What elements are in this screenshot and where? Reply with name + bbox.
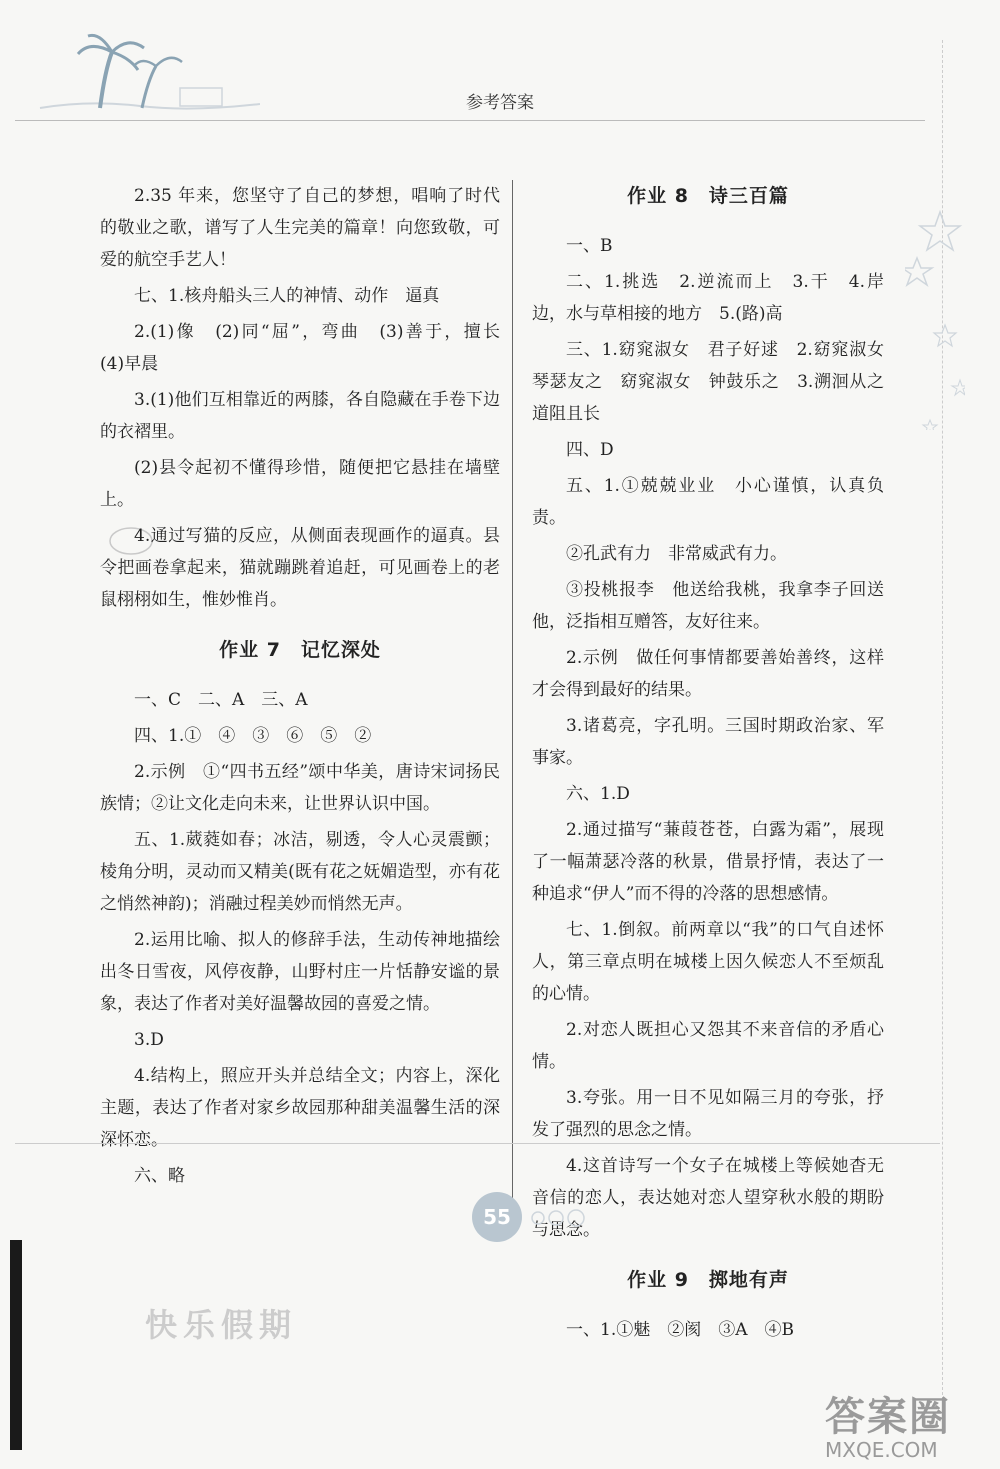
answer-paragraph: ②孔武有力 非常威武有力。 xyxy=(566,544,787,564)
answer-paragraph: 3.(1)他们互相靠近的两膝，各自隐藏在手卷下边的衣褶里。 xyxy=(100,390,500,442)
answer-paragraph: 七、1.核舟船头三人的神情、动作 逼真 xyxy=(134,286,440,306)
answer-paragraph: 三、1.窈窕淑女 君子好逑 2.窈窕淑女 琴瑟友之 窈窕淑女 钟鼓乐之 3.溯洄从之 道阻且长 xyxy=(532,340,901,424)
answer-paragraph: ③投桃报李 他送给我桃，我拿李子回送他，泛指相互赠答，友好往来。 xyxy=(532,580,884,632)
left-answer-column xyxy=(100,180,517,1196)
answer-paragraph: 四、D xyxy=(566,440,614,460)
answer-paragraph: 四、1.① ④ ③ ⑥ ⑤ ② xyxy=(134,726,372,746)
answer-paragraph: 五、1.葳蕤如春；冰洁，剔透，令人心灵震颤；棱角分明，灵动而又精美(既有花之妩媚造型，亦有花之悄然神韵)；消融过程美妙而悄然无声。 xyxy=(100,830,500,914)
answer-paragraph: 2.运用比喻、拟人的修辞手法，生动传神地描绘出冬日雪夜，风停夜静，山野村庄一片恬静安谧的景象，表达了作者对美好温馨故园的喜爱之情。 xyxy=(100,930,500,1014)
answer-paragraph: 3.D xyxy=(134,1030,164,1050)
column-divider xyxy=(512,180,513,1220)
right-answer-column xyxy=(532,180,901,1350)
watermark xyxy=(825,1385,951,1462)
page-number-badge: 55 xyxy=(472,1192,522,1242)
watermark-url: MXQE.COM xyxy=(825,1438,938,1462)
section-heading: 作业 9 掷地有声 xyxy=(627,1269,789,1291)
answer-paragraph: 3.诸葛亮，字孔明。三国时期政治家、军事家。 xyxy=(532,716,884,768)
section-heading: 作业 7 记忆深处 xyxy=(219,639,381,661)
answer-paragraph: 二、1.挑选 2.逆流而上 3.干 4.岸边，水与草相接的地方 5.(路)高 xyxy=(532,272,884,324)
answer-paragraph: 2.对恋人既担心又怨其不来音信的矛盾心情。 xyxy=(532,1020,884,1072)
answer-paragraph: 一、C 二、A 三、A xyxy=(134,690,308,710)
header-title: 参考答案 xyxy=(466,93,534,113)
bottom-rule xyxy=(15,1143,940,1144)
answer-paragraph: 五、1.①兢兢业业 小心谨慎，认真负责。 xyxy=(532,476,884,528)
answer-paragraph: (2)县令起初不懂得珍惜，随便把它悬挂在墙壁上。 xyxy=(100,458,500,510)
watermark-text: 答案圈 xyxy=(825,1394,951,1440)
footer-brand: 快乐假期 xyxy=(145,1306,298,1344)
star-decoration xyxy=(905,200,965,434)
answer-paragraph: 2.示例 做任何事情都要善始善终，这样才会得到最好的结果。 xyxy=(532,648,884,700)
answer-paragraph: 4.这首诗写一个女子在城楼上等候她杳无音信的恋人，表达她对恋人望穿秋水般的期盼与思念。 xyxy=(532,1156,884,1240)
scan-edge-shadow xyxy=(10,1240,22,1450)
answer-paragraph: 2.通过描写“蒹葭苍苍，白露为霜”，展现了一幅萧瑟冷落的秋景，借景抒情，表达了一种追求“伊人”而不得的冷落的思想感情。 xyxy=(532,820,884,904)
section-heading: 作业 8 诗三百篇 xyxy=(627,185,789,207)
answer-paragraph: 2.35 年来，您坚守了自己的梦想，唱响了时代的敬业之歌，谱写了人生完美的篇章！向您致敬，可爱的航空手艺人！ xyxy=(100,186,500,270)
page-number-dots xyxy=(530,1208,590,1232)
answer-paragraph: 六、略 xyxy=(134,1166,185,1186)
answer-paragraph: 3.夸张。用一日不见如隔三月的夸张，抒发了强烈的思念之情。 xyxy=(532,1088,884,1140)
answer-paragraph: 2.示例 ①“四书五经”颂中华美，唐诗宋词扬民族情；②让文化走向未来，让世界认识中国。 xyxy=(100,762,500,814)
answer-paragraph: 六、1.D xyxy=(566,784,630,804)
answer-paragraph: 七、1.倒叙。前两章以“我”的口气自述怀人，第三章点明在城楼上因久候恋人不至烦乱的心情。 xyxy=(532,920,884,1004)
answer-paragraph: 4.通过写猫的反应，从侧面表现画作的逼真。县令把画卷拿起来，猫就蹦跳着追赶，可见画卷上的老鼠栩栩如生，惟妙惟肖。 xyxy=(100,526,500,610)
answer-paragraph: 一、B xyxy=(566,236,613,256)
answer-paragraph: 4.结构上，照应开头并总结全文；内容上，深化主题，表达了作者对家乡故园那种甜美温馨生活的深深怀恋。 xyxy=(100,1066,500,1150)
answer-paragraph: 一、1.①魅 ②阂 ③A ④B xyxy=(566,1320,794,1340)
answer-paragraph: 2.(1)像 (2)同“屈”，弯曲 (3)善于，擅长 (4)早晨 xyxy=(100,322,517,374)
header-rule xyxy=(15,120,925,121)
